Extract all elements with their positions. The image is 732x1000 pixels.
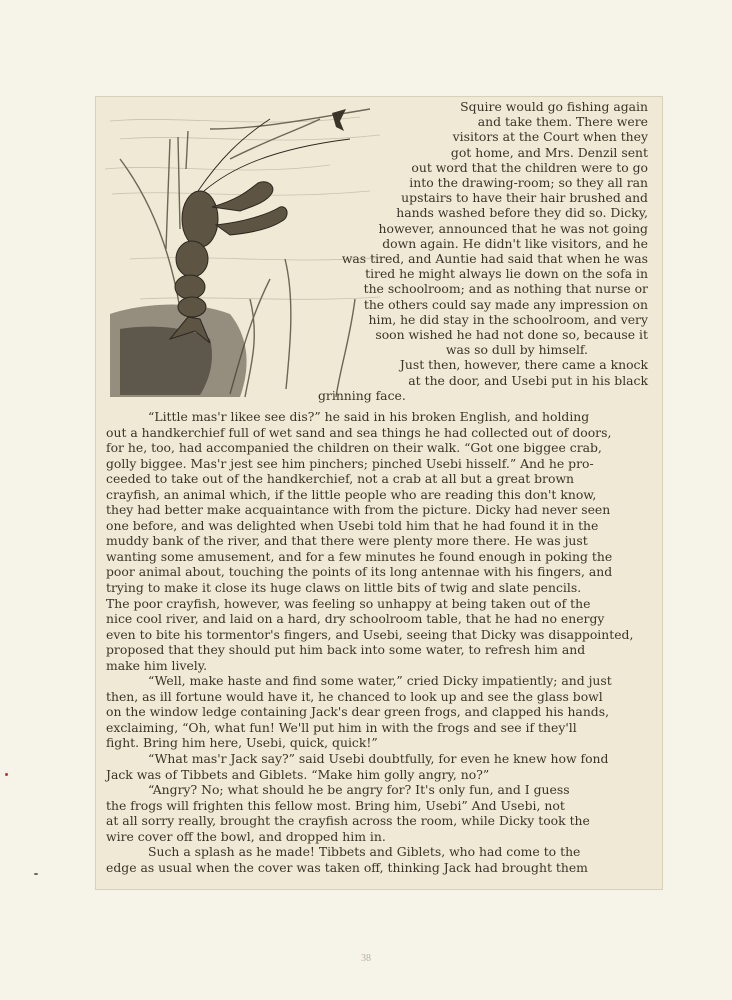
text-line: even to bite his tormentor's fingers, and Usebi, seeing that Dicky was disappointed, (106, 626, 634, 642)
text-line: “Well, make haste and find some water,” cried Dicky impatiently; and just (148, 673, 612, 689)
text-line: soon wished he had not done so, because it (375, 327, 648, 343)
text-line: Just then, however, there came a knock (399, 357, 648, 373)
text-line: down again. He didn't like visitors, and he (382, 235, 648, 251)
text-line: into the drawing-room; so they all ran (409, 175, 648, 191)
page-panel (95, 96, 663, 890)
text-line: got home, and Mrs. Denzil sent (450, 144, 648, 160)
text-line: “Little mas'r likee see dis?” he said in his broken English, and holding (148, 409, 590, 424)
text-line: wanting some amusement, and for a few minutes he found enough in poking the (106, 548, 613, 564)
text-line: ceeded to take out of the handkerchief, not a crab at all but a great brown (106, 471, 575, 487)
text-line: grinning face. (318, 387, 406, 403)
text-line: then, as ill fortune would have it, he chanced to look up and see the glass bowl (106, 688, 603, 704)
main-text-block (106, 409, 651, 875)
text-line: The poor crayfish, however, was feeling so unhappy at being taken out of the (106, 595, 591, 611)
text-line: muddy bank of the river, and that there were plenty more there. He was just (106, 533, 588, 549)
text-line: “Angry? No; what should he be angry for? It's only fun, and I guess (148, 782, 570, 798)
text-line: they had better make acquaintance with from the picture. Dicky had never seen (106, 502, 611, 518)
text-line: visitors at the Court when they (452, 129, 648, 145)
paper-speck (34, 873, 38, 875)
paper-speck (5, 773, 8, 776)
text-line: proposed that they should put him back into some water, to refresh him and (106, 642, 586, 658)
text-line: poor animal about, touching the points of its long antennae with his fingers, and (106, 564, 613, 580)
text-line: for he, too, had accompanied the children on their walk. “Got one biggee crab, (106, 440, 602, 456)
text-line: one before, and was delighted when Usebi told him that he had found it in the (106, 517, 599, 533)
text-line: Squire would go fishing again (460, 99, 648, 114)
text-line: at all sorry really, brought the crayfish across the room, while Dicky took the (106, 813, 590, 829)
text-line: golly biggee. Mas'r jest see him pinchers; pinched Usebi hisself.” And he pro- (106, 455, 594, 471)
text-line: wire cover off the bowl, and dropped him in. (106, 828, 386, 844)
text-line: Such a splash as he made! Tibbets and Giblets, who had come to the (148, 844, 581, 860)
text-line: hands washed before they did so. Dicky, (396, 205, 648, 221)
text-line: tired he might always lie down on the sofa in (365, 266, 648, 282)
top-text-block (318, 99, 648, 403)
text-line: and take them. There were (477, 114, 648, 130)
text-line: crayfish, an animal which, if the little people who are reading this don't know, (106, 486, 597, 502)
text-line: the frogs will frighten this fellow most. Bring him, Usebi” And Usebi, not (106, 797, 565, 813)
text-line: on the window ledge containing Jack's dear green frogs, and clapped his hands, (106, 704, 610, 720)
text-line: the schoolroom; and as nothing that nurse or (363, 281, 648, 297)
text-line: was so dull by himself. (445, 342, 588, 358)
text-line: at the door, and Usebi put in his black (408, 372, 648, 388)
page-number: 38 (361, 953, 371, 964)
text-line: exclaiming, “Oh, what fun! We'll put him in with the frogs and see if they'll (106, 719, 577, 735)
text-line: nice cool river, and laid on a hard, dry schoolroom table, that he had no energy (106, 611, 605, 627)
text-line: out a handkerchief full of wet sand and sea things he had collected out of doors, (106, 424, 612, 440)
text-line: him, he did stay in the schoolroom, and very (368, 311, 648, 327)
text-line: fight. Bring him here, Usebi, quick, quick!” (106, 735, 378, 751)
text-line: “What mas'r Jack say?” said Usebi doubtfully, for even he knew how fond (148, 751, 609, 767)
text-line: was tired, and Auntie had said that when he was (341, 251, 648, 267)
text-line: out word that the children were to go (411, 159, 648, 175)
text-line: upstairs to have their hair brushed and (401, 190, 648, 206)
text-line: edge as usual when the cover was taken off, thinking Jack had brought them (106, 859, 588, 875)
text-line: however, announced that he was not going (378, 220, 648, 236)
text-line: make him lively. (106, 657, 208, 673)
text-line: the others could say made any impression on (363, 296, 648, 312)
text-line: Jack was of Tibbets and Giblets. “Make him golly angry, no?” (106, 766, 490, 782)
text-line: trying to make it close its huge claws on little bits of twig and slate pencils. (106, 580, 582, 596)
